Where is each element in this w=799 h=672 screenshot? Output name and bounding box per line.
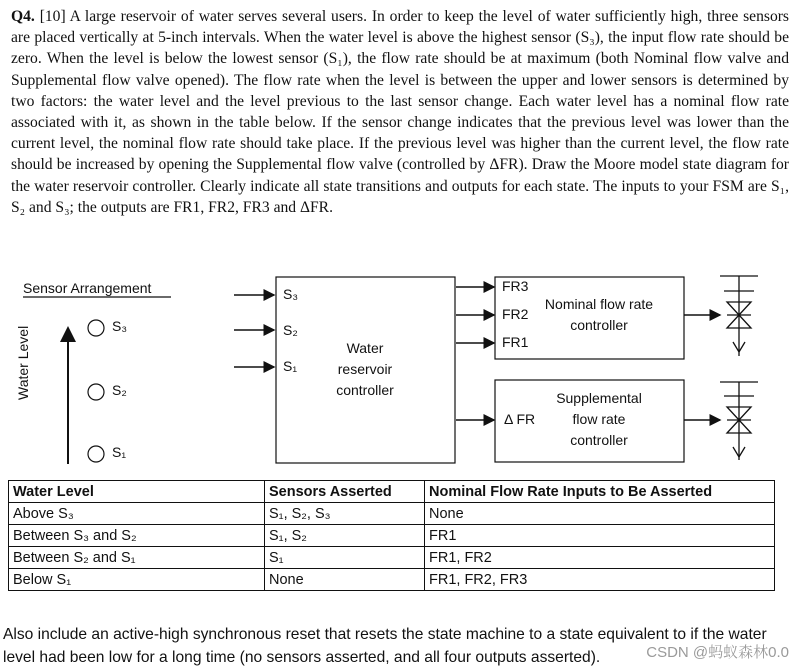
table-cell: S₁, S₂, S₃ xyxy=(265,503,425,525)
input-s2-label: S₂ xyxy=(283,322,298,338)
table-row xyxy=(9,569,775,591)
sensor-arrangement-title: Sensor Arrangement xyxy=(23,280,152,296)
supplemental-label: Supplemental flow rate controller xyxy=(556,390,642,448)
footer-text: Also include an active-high synchronous reset that resets the state machine to a state equivalent to if the water level had been low for a long time (no sensors asserted, and all four outputs asserted). xyxy=(3,626,767,666)
table-header: Nominal Flow Rate Inputs to Be Asserted xyxy=(425,481,775,503)
sensor-s1-label: S₁ xyxy=(112,444,127,460)
problem-label: Q4. xyxy=(11,8,35,25)
nominal-valve-icon xyxy=(720,276,758,356)
table-header: Sensors Asserted xyxy=(265,481,425,503)
input-s3-label: S₃ xyxy=(283,286,299,302)
problem-statement xyxy=(11,6,789,218)
table-cell: FR1 xyxy=(425,525,775,547)
fr3-label: FR3 xyxy=(502,278,529,294)
sensor-s2-label: S₂ xyxy=(112,382,127,398)
table-cell: Below S₁ xyxy=(9,569,265,591)
table-row xyxy=(9,547,775,569)
nominal-label: Nominal flow rate controller xyxy=(544,296,654,333)
fr2-label: FR2 xyxy=(502,306,529,322)
table-cell: Between S₃ and S₂ xyxy=(9,525,265,547)
sensor-s3-label: S₃ xyxy=(112,318,128,334)
input-s1-label: S₁ xyxy=(283,358,298,374)
table-header-row xyxy=(9,481,775,503)
table-cell: S₁ xyxy=(265,547,425,569)
water-level-table xyxy=(8,480,775,591)
table-cell: None xyxy=(265,569,425,591)
sensor-s2-circle xyxy=(88,384,104,400)
table-cell: Between S₂ and S₁ xyxy=(9,547,265,569)
table-header: Water Level xyxy=(9,481,265,503)
table-cell: FR1, FR2, FR3 xyxy=(425,569,775,591)
table-cell: FR1, FR2 xyxy=(425,547,775,569)
water-level-label: Water Level xyxy=(15,325,31,400)
block-diagram xyxy=(0,272,799,472)
problem-text: [10] A large reservoir of water serves several users. In order to keep the level of water sufficiently high, three sensors are placed vertically at 5-inch intervals. When the water level is above the highest sensor (S₃), the input flow rate should be zero. When the level is below the lowest sensor (S₁), the flow rate should be at maximum (both Nominal flow valve and Supplemental flow valve opened). The flow rate when the level is between the upper and lower sensors is determined by two factors: the water level and the level previous to the last sensor change. Each water level has a nominal flow rate associated with it, as shown in the table below. If the sensor change indicates that the previous level was lower than the current level, the nominal flow rate should take place. If the previous level was higher than the current level, the flow rate should be increased by opening the Supplemental flow valve (controlled by ΔFR). Draw the Moore model state diagram for the water reservoir controller. Clearly indicate all state transitions and outputs for each state. The inputs to your FSM are S₁, S₂ and S₃; the outputs are FR1, FR2, FR3 and ΔFR. xyxy=(11,8,790,216)
watermark: CSDN @蚂蚁森林0.0 xyxy=(646,644,789,661)
table-cell: None xyxy=(425,503,775,525)
controller-label: Water reservoir controller xyxy=(336,340,394,398)
table-cell: S₁, S₂ xyxy=(265,525,425,547)
delta-fr-label: Δ FR xyxy=(504,411,536,427)
fr1-label: FR1 xyxy=(502,334,529,350)
supplemental-valve-icon xyxy=(720,382,758,460)
table-cell: Above S₃ xyxy=(9,503,265,525)
table-row xyxy=(9,503,775,525)
sensor-s3-circle xyxy=(88,320,104,336)
table-row xyxy=(9,525,775,547)
sensor-s1-circle xyxy=(88,446,104,462)
